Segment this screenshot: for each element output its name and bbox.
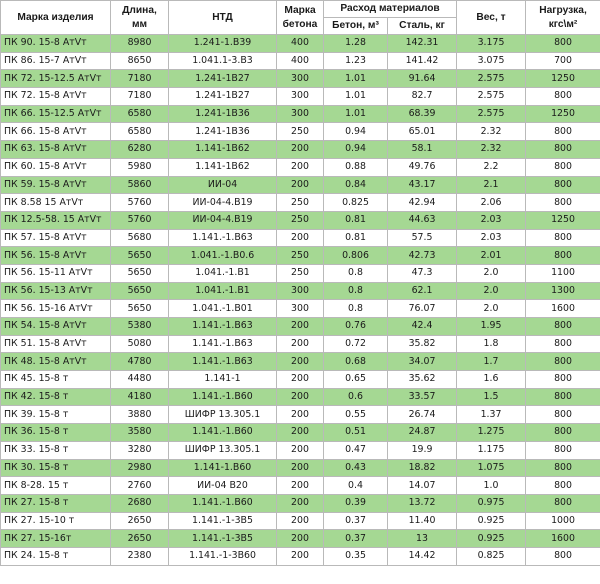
load-cell: 1600 (526, 300, 600, 318)
concrete-cell: 0.39 (324, 494, 388, 512)
concrete-cell: 1.01 (324, 88, 388, 106)
table-row (1, 229, 600, 247)
name-cell: ПК 56. 15-13 АтVт (1, 282, 111, 300)
ntd-cell: 1.041.-1.В1 (169, 282, 277, 300)
grade-cell: 250 (277, 247, 324, 265)
weight-cell: 1.6 (457, 371, 526, 389)
table-row (1, 211, 600, 229)
name-cell: ПК 8.58 15 АтVт (1, 194, 111, 212)
length-cell: 5650 (111, 264, 169, 282)
concrete-cell: 0.8 (324, 300, 388, 318)
concrete-cell: 0.68 (324, 353, 388, 371)
name-cell: ПК 27. 15-8 т (1, 494, 111, 512)
weight-cell: 1.075 (457, 459, 526, 477)
load-cell: 800 (526, 335, 600, 353)
length-cell: 5650 (111, 247, 169, 265)
name-cell: ПК 72. 15-12.5 АтVт (1, 70, 111, 88)
steel-cell: 58.1 (388, 141, 457, 159)
concrete-cell: 0.55 (324, 406, 388, 424)
grade-cell: 300 (277, 70, 324, 88)
length-cell: 8980 (111, 35, 169, 53)
ntd-cell: 1.141.-1.В63 (169, 318, 277, 336)
header-name: Марка изделия (1, 1, 111, 35)
weight-cell: 0.975 (457, 494, 526, 512)
grade-cell: 200 (277, 406, 324, 424)
name-cell: ПК 51. 15-8 АтVт (1, 335, 111, 353)
load-cell: 800 (526, 194, 600, 212)
header-material-consumption: Расход материалов (324, 1, 457, 18)
ntd-cell: 1.141.-1.В60 (169, 494, 277, 512)
grade-cell: 300 (277, 282, 324, 300)
length-cell: 4180 (111, 388, 169, 406)
concrete-cell: 0.825 (324, 194, 388, 212)
steel-cell: 34.07 (388, 353, 457, 371)
length-cell: 5760 (111, 194, 169, 212)
name-cell: ПК 33. 15-8 т (1, 441, 111, 459)
ntd-cell: ИИ-04-4.В19 (169, 211, 277, 229)
length-cell: 2380 (111, 547, 169, 565)
weight-cell: 2.03 (457, 211, 526, 229)
ntd-cell: 1.141-1 (169, 371, 277, 389)
grade-cell: 250 (277, 194, 324, 212)
load-cell: 800 (526, 158, 600, 176)
steel-cell: 42.4 (388, 318, 457, 336)
grade-cell: 200 (277, 141, 324, 159)
concrete-cell: 0.88 (324, 158, 388, 176)
ntd-cell: 1.041.-1.В01 (169, 300, 277, 318)
ntd-cell: 1.141.-1-3В60 (169, 547, 277, 565)
weight-cell: 1.37 (457, 406, 526, 424)
table-row (1, 300, 600, 318)
ntd-cell: 1.141.-1.В60 (169, 424, 277, 442)
load-cell: 1250 (526, 211, 600, 229)
concrete-cell: 0.47 (324, 441, 388, 459)
name-cell: ПК 27. 15-10 т (1, 512, 111, 530)
name-cell: ПК 42. 15-8 т (1, 388, 111, 406)
load-cell: 800 (526, 353, 600, 371)
ntd-cell: 1.241-1В36 (169, 123, 277, 141)
table-row (1, 353, 600, 371)
load-cell: 800 (526, 123, 600, 141)
load-cell: 800 (526, 318, 600, 336)
header-concrete-grade: Марка бетона (277, 1, 324, 35)
table-row (1, 477, 600, 495)
weight-cell: 1.0 (457, 477, 526, 495)
length-cell: 3280 (111, 441, 169, 459)
grade-cell: 200 (277, 353, 324, 371)
steel-cell: 33.57 (388, 388, 457, 406)
grade-cell: 200 (277, 512, 324, 530)
name-cell: ПК 48. 15-8 АтVт (1, 353, 111, 371)
header-steel: Сталь, кг (388, 18, 457, 35)
load-cell: 1000 (526, 512, 600, 530)
load-cell: 800 (526, 441, 600, 459)
load-cell: 800 (526, 35, 600, 53)
weight-cell: 2.575 (457, 70, 526, 88)
concrete-cell: 0.806 (324, 247, 388, 265)
ntd-cell: 1.141-1В62 (169, 141, 277, 159)
concrete-cell: 0.35 (324, 547, 388, 565)
weight-cell: 2.0 (457, 264, 526, 282)
load-cell: 800 (526, 424, 600, 442)
length-cell: 3580 (111, 424, 169, 442)
length-cell: 8650 (111, 52, 169, 70)
concrete-cell: 0.8 (324, 282, 388, 300)
load-cell: 800 (526, 88, 600, 106)
steel-cell: 14.42 (388, 547, 457, 565)
ntd-cell: 1.141.-1-3В5 (169, 512, 277, 530)
table-row (1, 158, 600, 176)
name-cell: ПК 56. 15-8 АтVт (1, 247, 111, 265)
table-row (1, 335, 600, 353)
table-row (1, 459, 600, 477)
length-cell: 6280 (111, 141, 169, 159)
load-cell: 800 (526, 141, 600, 159)
table-row (1, 318, 600, 336)
length-cell: 4480 (111, 371, 169, 389)
grade-cell: 200 (277, 530, 324, 548)
load-cell: 800 (526, 494, 600, 512)
grade-cell: 250 (277, 123, 324, 141)
grade-cell: 200 (277, 494, 324, 512)
name-cell: ПК 66. 15-12.5 АтVт (1, 105, 111, 123)
weight-cell: 1.95 (457, 318, 526, 336)
name-cell: ПК 27. 15-16т (1, 530, 111, 548)
weight-cell: 2.1 (457, 176, 526, 194)
table-row (1, 282, 600, 300)
length-cell: 2680 (111, 494, 169, 512)
table-row (1, 441, 600, 459)
weight-cell: 2.32 (457, 141, 526, 159)
name-cell: ПК 8-28. 15 т (1, 477, 111, 495)
header-load: Нагрузка, кгс\м² (526, 1, 600, 35)
steel-cell: 11.40 (388, 512, 457, 530)
name-cell: ПК 60. 15-8 АтVт (1, 158, 111, 176)
name-cell: ПК 54. 15-8 АтVт (1, 318, 111, 336)
weight-cell: 3.175 (457, 35, 526, 53)
table-row (1, 141, 600, 159)
weight-cell: 1.8 (457, 335, 526, 353)
length-cell: 5080 (111, 335, 169, 353)
steel-cell: 13 (388, 530, 457, 548)
grade-cell: 200 (277, 229, 324, 247)
load-cell: 800 (526, 459, 600, 477)
load-cell: 800 (526, 477, 600, 495)
length-cell: 7180 (111, 70, 169, 88)
ntd-cell: 1.041.-1.В1 (169, 264, 277, 282)
name-cell: ПК 56. 15-11 АтVт (1, 264, 111, 282)
steel-cell: 42.94 (388, 194, 457, 212)
grade-cell: 200 (277, 335, 324, 353)
length-cell: 7180 (111, 88, 169, 106)
load-cell: 700 (526, 52, 600, 70)
weight-cell: 2.0 (457, 282, 526, 300)
weight-cell: 0.925 (457, 530, 526, 548)
grade-cell: 200 (277, 176, 324, 194)
concrete-cell: 1.28 (324, 35, 388, 53)
grade-cell: 200 (277, 371, 324, 389)
name-cell: ПК 57. 15-8 АтVт (1, 229, 111, 247)
ntd-cell: 1.141.-1.В63 (169, 335, 277, 353)
name-cell: ПК 59. 15-8 АтVт (1, 176, 111, 194)
name-cell: ПК 30. 15-8 т (1, 459, 111, 477)
grade-cell: 300 (277, 88, 324, 106)
load-cell: 1250 (526, 70, 600, 88)
load-cell: 1250 (526, 105, 600, 123)
table-row (1, 70, 600, 88)
steel-cell: 42.73 (388, 247, 457, 265)
grade-cell: 200 (277, 459, 324, 477)
name-cell: ПК 36. 15-8 т (1, 424, 111, 442)
load-cell: 800 (526, 406, 600, 424)
ntd-cell: 1.141.-1-3В5 (169, 530, 277, 548)
weight-cell: 3.075 (457, 52, 526, 70)
ntd-cell: 1.141-1В62 (169, 158, 277, 176)
concrete-cell: 0.81 (324, 229, 388, 247)
table-header (1, 1, 600, 35)
ntd-cell: 1.241-1В27 (169, 88, 277, 106)
concrete-cell: 0.76 (324, 318, 388, 336)
steel-cell: 44.63 (388, 211, 457, 229)
table-row (1, 530, 600, 548)
concrete-cell: 0.8 (324, 264, 388, 282)
ntd-cell: ИИ-04 В20 (169, 477, 277, 495)
name-cell: ПК 56. 15-16 АтVт (1, 300, 111, 318)
ntd-cell: 1.041.1-3.В3 (169, 52, 277, 70)
weight-cell: 1.175 (457, 441, 526, 459)
ntd-cell: 1.241-1.В39 (169, 35, 277, 53)
weight-cell: 2.0 (457, 300, 526, 318)
header-ntd: НТД (169, 1, 277, 35)
length-cell: 5980 (111, 158, 169, 176)
grade-cell: 200 (277, 158, 324, 176)
length-cell: 5380 (111, 318, 169, 336)
steel-cell: 57.5 (388, 229, 457, 247)
table-row (1, 547, 600, 565)
ntd-cell: 1.241-1В36 (169, 105, 277, 123)
concrete-cell: 1.23 (324, 52, 388, 70)
steel-cell: 19.9 (388, 441, 457, 459)
steel-cell: 76.07 (388, 300, 457, 318)
weight-cell: 1.275 (457, 424, 526, 442)
grade-cell: 200 (277, 424, 324, 442)
name-cell: ПК 45. 15-8 т (1, 371, 111, 389)
weight-cell: 2.575 (457, 88, 526, 106)
grade-cell: 200 (277, 547, 324, 565)
table-row (1, 247, 600, 265)
ntd-cell: ИИ-04-4.В19 (169, 194, 277, 212)
load-cell: 1300 (526, 282, 600, 300)
load-cell: 800 (526, 388, 600, 406)
grade-cell: 400 (277, 35, 324, 53)
length-cell: 2760 (111, 477, 169, 495)
table-row (1, 88, 600, 106)
weight-cell: 1.7 (457, 353, 526, 371)
table-row (1, 424, 600, 442)
weight-cell: 2.06 (457, 194, 526, 212)
ntd-cell: 1.141-1.В60 (169, 459, 277, 477)
steel-cell: 43.17 (388, 176, 457, 194)
table-row (1, 512, 600, 530)
ntd-cell: 1.141.-1.В63 (169, 229, 277, 247)
steel-cell: 142.31 (388, 35, 457, 53)
header-concrete-volume: Бетон, м³ (324, 18, 388, 35)
table-row (1, 123, 600, 141)
header-weight: Вес, т (457, 1, 526, 35)
name-cell: ПК 63. 15-8 АтVт (1, 141, 111, 159)
steel-cell: 35.82 (388, 335, 457, 353)
length-cell: 5860 (111, 176, 169, 194)
length-cell: 6580 (111, 105, 169, 123)
ntd-cell: ИИ-04 (169, 176, 277, 194)
grade-cell: 200 (277, 388, 324, 406)
ntd-cell: 1.141.-1.В63 (169, 353, 277, 371)
weight-cell: 0.925 (457, 512, 526, 530)
length-cell: 3880 (111, 406, 169, 424)
steel-cell: 68.39 (388, 105, 457, 123)
table-row (1, 194, 600, 212)
ntd-cell: ШИФР 13.305.1 (169, 406, 277, 424)
concrete-cell: 0.84 (324, 176, 388, 194)
steel-cell: 65.01 (388, 123, 457, 141)
table-row (1, 406, 600, 424)
length-cell: 6580 (111, 123, 169, 141)
table-row (1, 371, 600, 389)
load-cell: 800 (526, 229, 600, 247)
ntd-cell: 1.241-1В27 (169, 70, 277, 88)
name-cell: ПК 90. 15-8 АтVт (1, 35, 111, 53)
length-cell: 5760 (111, 211, 169, 229)
name-cell: ПК 66. 15-8 АтVт (1, 123, 111, 141)
steel-cell: 35.62 (388, 371, 457, 389)
steel-cell: 141.42 (388, 52, 457, 70)
concrete-cell: 0.65 (324, 371, 388, 389)
table-row (1, 105, 600, 123)
length-cell: 5650 (111, 300, 169, 318)
grade-cell: 400 (277, 52, 324, 70)
concrete-cell: 1.01 (324, 70, 388, 88)
steel-cell: 82.7 (388, 88, 457, 106)
length-cell: 5650 (111, 282, 169, 300)
table-row (1, 494, 600, 512)
length-cell: 5680 (111, 229, 169, 247)
grade-cell: 200 (277, 477, 324, 495)
table-body (1, 35, 600, 566)
grade-cell: 200 (277, 318, 324, 336)
weight-cell: 2.03 (457, 229, 526, 247)
concrete-cell: 0.72 (324, 335, 388, 353)
weight-cell: 2.575 (457, 105, 526, 123)
name-cell: ПК 72. 15-8 АтVт (1, 88, 111, 106)
name-cell: ПК 12.5-58. 15 АтVт (1, 211, 111, 229)
grade-cell: 300 (277, 300, 324, 318)
weight-cell: 2.01 (457, 247, 526, 265)
weight-cell: 1.5 (457, 388, 526, 406)
length-cell: 2650 (111, 512, 169, 530)
steel-cell: 14.07 (388, 477, 457, 495)
load-cell: 800 (526, 176, 600, 194)
grade-cell: 200 (277, 441, 324, 459)
load-cell: 800 (526, 247, 600, 265)
steel-cell: 91.64 (388, 70, 457, 88)
table-row (1, 176, 600, 194)
weight-cell: 2.32 (457, 123, 526, 141)
table-row (1, 35, 600, 53)
table-row (1, 264, 600, 282)
ntd-cell: 1.141.-1.В60 (169, 388, 277, 406)
name-cell: ПК 86. 15-7 АтVт (1, 52, 111, 70)
concrete-cell: 0.94 (324, 123, 388, 141)
header-length: Длина, мм (111, 1, 169, 35)
length-cell: 2650 (111, 530, 169, 548)
concrete-cell: 0.43 (324, 459, 388, 477)
load-cell: 1600 (526, 530, 600, 548)
concrete-cell: 0.37 (324, 512, 388, 530)
steel-cell: 13.72 (388, 494, 457, 512)
grade-cell: 250 (277, 264, 324, 282)
concrete-cell: 0.6 (324, 388, 388, 406)
grade-cell: 300 (277, 105, 324, 123)
ntd-cell: 1.041.-1.В0.6 (169, 247, 277, 265)
load-cell: 1100 (526, 264, 600, 282)
steel-cell: 24.87 (388, 424, 457, 442)
concrete-cell: 0.94 (324, 141, 388, 159)
concrete-cell: 0.51 (324, 424, 388, 442)
steel-cell: 62.1 (388, 282, 457, 300)
length-cell: 2980 (111, 459, 169, 477)
name-cell: ПК 24. 15-8 т (1, 547, 111, 565)
concrete-cell: 1.01 (324, 105, 388, 123)
table-row (1, 388, 600, 406)
concrete-cell: 0.37 (324, 530, 388, 548)
load-cell: 800 (526, 371, 600, 389)
table-row (1, 52, 600, 70)
name-cell: ПК 39. 15-8 т (1, 406, 111, 424)
steel-cell: 18.82 (388, 459, 457, 477)
weight-cell: 2.2 (457, 158, 526, 176)
ntd-cell: ШИФР 13.305.1 (169, 441, 277, 459)
length-cell: 4780 (111, 353, 169, 371)
steel-cell: 49.76 (388, 158, 457, 176)
concrete-cell: 0.81 (324, 211, 388, 229)
steel-cell: 26.74 (388, 406, 457, 424)
weight-cell: 0.825 (457, 547, 526, 565)
steel-cell: 47.3 (388, 264, 457, 282)
concrete-cell: 0.4 (324, 477, 388, 495)
load-cell: 800 (526, 547, 600, 565)
grade-cell: 250 (277, 211, 324, 229)
